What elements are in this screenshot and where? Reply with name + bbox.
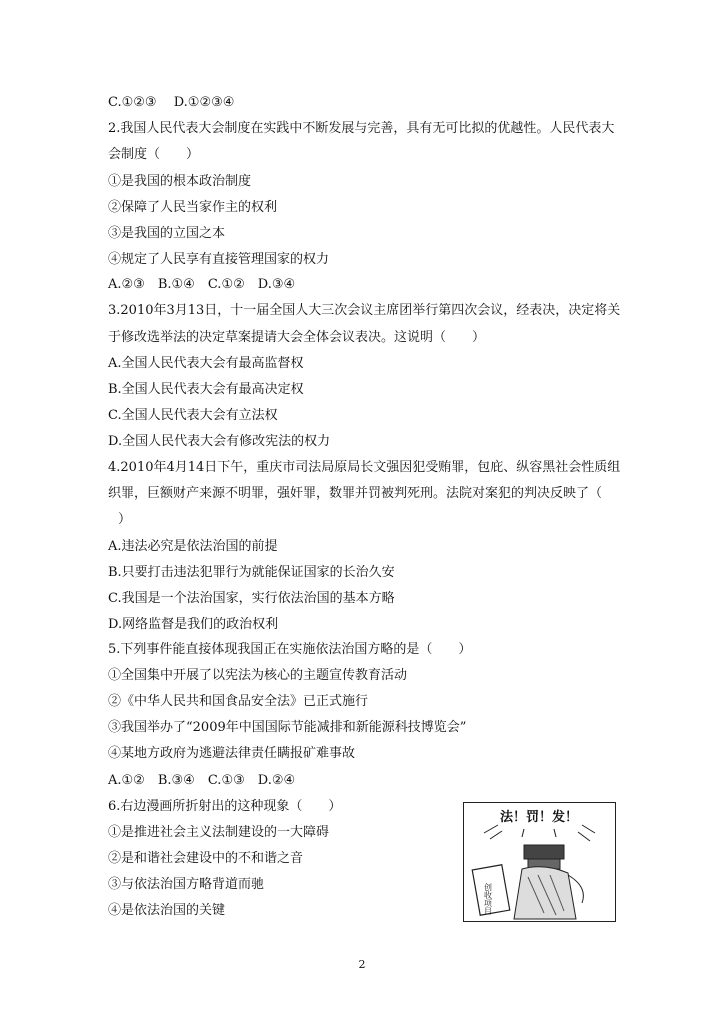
q4-option-c: C.我国是一个法治国家，实行依法治国的基本方略 bbox=[108, 591, 395, 606]
cartoon-caption: 法！罚！发！ bbox=[499, 810, 579, 825]
q3-stem-line1: 3.2010年3月13日，十一届全国人大三次会议主席团举行第四次会议，经表决，决定将关 bbox=[108, 303, 621, 318]
q3-option-c: C.全国人民代表大会有立法权 bbox=[108, 408, 278, 423]
q6-item-1: ①是推进社会主义法制建设的一大障碍 bbox=[108, 825, 330, 840]
q6-item-2: ②是和谐社会建设中的不和谐之音 bbox=[108, 851, 304, 866]
book-label: 创收项目 bbox=[483, 883, 493, 915]
q5-stem: 5.下列事件能直接体现我国正在实施依法治国方略的是（ ） bbox=[108, 642, 472, 657]
q5-item-1: ①全国集中开展了以宪法为核心的主题宣传教育活动 bbox=[108, 668, 408, 683]
q3-stem-line2: 于修改选举法的决定草案提请大会全体会议表决。这说明（ ） bbox=[108, 330, 486, 345]
q3-option-d: D.全国人民代表大会有修改宪法的权力 bbox=[108, 434, 331, 449]
cartoon-illustration bbox=[463, 802, 616, 922]
q5-item-4: ④某地方政府为逃避法律责任瞒报矿难事故 bbox=[108, 746, 356, 761]
q4-option-d: D.网络监督是我们的政治权利 bbox=[108, 617, 279, 632]
q5-options: A.①② B.③④ C.①③ D.②④ bbox=[108, 773, 296, 788]
q2-stem-line1: 2.我国人民代表大会制度在实践中不断发展与完善，具有无可比拟的优越性。人民代表大 bbox=[108, 121, 615, 136]
cartoon-drawing bbox=[464, 803, 615, 921]
q4-stem-line3: ） bbox=[118, 512, 132, 527]
q2-item-2: ②保障了人民当家作主的权利 bbox=[108, 200, 278, 215]
q3-option-b: B.全国人民代表大会有最高决定权 bbox=[108, 382, 304, 397]
q1-options: C.①②③ D.①②③④ bbox=[108, 95, 235, 110]
q4-option-a: A.违法必究是依法治国的前提 bbox=[108, 539, 278, 554]
q5-item-2: ②《中华人民共和国食品安全法》已正式施行 bbox=[108, 694, 369, 709]
q4-option-b: B.只要打击违法犯罪行为就能保证国家的长治久安 bbox=[108, 565, 395, 580]
q2-item-3: ③是我国的立国之本 bbox=[108, 226, 226, 241]
q2-stem-line2: 会制度（ ） bbox=[108, 147, 200, 162]
q2-item-4: ④规定了人民享有直接管理国家的权力 bbox=[108, 252, 330, 267]
q2-options: A.②③ B.①④ C.①② D.③④ bbox=[108, 277, 296, 292]
q6-item-3: ③与依法治国方略背道而驰 bbox=[108, 877, 265, 892]
q6-stem: 6.右边漫画所折射出的这种现象（ ） bbox=[108, 799, 342, 814]
q6-item-4: ④是依法治国的关键 bbox=[108, 903, 226, 918]
q4-stem-line2: 织罪，巨额财产来源不明罪，强奸罪，数罪并罚被判死刑。法院对案犯的判决反映了（ bbox=[108, 486, 603, 501]
q5-item-3: ③我国举办了“2009年中国国际节能减排和新能源科技博览会” bbox=[108, 720, 467, 735]
q3-option-a: A.全国人民代表大会有最高监督权 bbox=[108, 356, 304, 371]
q4-stem-line1: 4.2010年4月14日下午，重庆市司法局原局长文强因犯受贿罪，包庇、纵容黑社会性质组 bbox=[108, 460, 621, 475]
q2-item-1: ①是我国的根本政治制度 bbox=[108, 174, 252, 189]
page-number: 2 bbox=[358, 958, 366, 971]
